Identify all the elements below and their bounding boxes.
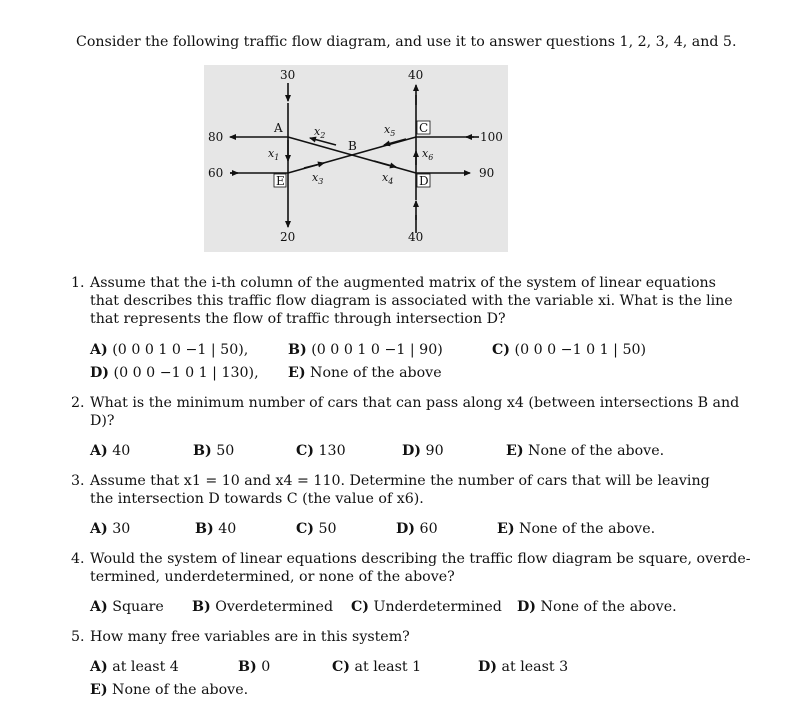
q1-option-a[interactable]: A) (0 0 0 1 0 −1 | 50), [90, 342, 249, 358]
q3-option-e[interactable]: E) None of the above. [497, 521, 656, 537]
node-a: A [274, 121, 283, 135]
label-left-in: 60 [208, 166, 224, 180]
q1-line-1: Assume that the i-th column of the augmented matrix of the system of linear equations [90, 275, 716, 291]
label-left-out: 80 [208, 130, 224, 144]
var-x3: $x_3$ [312, 171, 324, 186]
q3-line-2: the intersection D towards C (the value of x6). [90, 491, 424, 507]
q2-line-1: What is the minimum number of cars that can pass along x4 (between intersections B and [90, 395, 740, 411]
q3-line-1: Assume that x1 = 10 and x4 = 110. Determine the number of cars that will be leaving [90, 473, 710, 489]
q1-option-e[interactable]: E) None of the above [288, 365, 442, 381]
traffic-flow-diagram [204, 65, 508, 252]
q1-line-3: that represents the flow of traffic through intersection D? [90, 311, 506, 327]
var-x1: $x_1$ [268, 147, 280, 162]
label-bottom-left-out: 20 [280, 230, 296, 244]
q2-option-d[interactable]: D) 90 [402, 443, 444, 459]
q5-number: 5. [71, 629, 85, 645]
label-bottom-right-in: 40 [408, 230, 424, 244]
q2-option-e[interactable]: E) None of the above. [506, 443, 665, 459]
var-x6: $x_6$ [422, 147, 434, 162]
label-top-right-out: 40 [408, 68, 424, 82]
traffic-flow-svg [204, 65, 508, 252]
q1-line-2: that describes this traffic flow diagram is associated with the variable xi. What is the line [90, 293, 733, 309]
q2-option-c[interactable]: C) 130 [296, 443, 346, 459]
var-x5: $x_5$ [384, 123, 396, 138]
q4-option-b[interactable]: B) Overdetermined [192, 599, 334, 615]
q1-number: 1. [71, 275, 85, 291]
q3-option-d[interactable]: D) 60 [396, 521, 438, 537]
q2-number: 2. [71, 395, 85, 411]
q3-option-c[interactable]: C) 50 [296, 521, 337, 537]
q3-option-b[interactable]: B) 40 [195, 521, 237, 537]
q2-option-a[interactable]: A) 40 [90, 443, 131, 459]
label-top-left-in: 30 [280, 68, 296, 82]
flow-x4-arrow [374, 161, 396, 167]
q2-line-2: D)? [90, 413, 115, 429]
var-x4: $x_4$ [382, 171, 394, 186]
q4-option-a[interactable]: A) Square [90, 599, 164, 615]
q4-number: 4. [71, 551, 85, 567]
q5-option-e[interactable]: E) None of the above. [90, 682, 249, 698]
label-right-out: 90 [479, 166, 495, 180]
q5-option-c[interactable]: C) at least 1 [332, 659, 422, 675]
q5-option-a[interactable]: A) at least 4 [90, 659, 179, 675]
label-right-in: 100 [480, 130, 503, 144]
var-x2: $x_2$ [314, 125, 326, 140]
q5-line-1: How many free variables are in this system? [90, 629, 410, 645]
intro-text: Consider the following traffic flow diagram, and use it to answer questions 1, 2, 3, 4, and 5. [76, 34, 737, 50]
q4-line-2: termined, underdetermined, or none of the above? [90, 569, 455, 585]
q4-line-1: Would the system of linear equations describing the traffic flow diagram be square, overde- [90, 551, 751, 567]
q5-option-d[interactable]: D) at least 3 [478, 659, 569, 675]
q4-option-d[interactable]: D) None of the above. [517, 599, 677, 615]
node-d: D [419, 174, 429, 188]
q3-option-a[interactable]: A) 30 [90, 521, 131, 537]
node-b: B [348, 139, 357, 153]
node-e: E [276, 174, 285, 188]
q1-option-b[interactable]: B) (0 0 0 1 0 −1 | 90) [288, 342, 443, 358]
q2-option-b[interactable]: B) 50 [193, 443, 235, 459]
flow-x3-arrow [304, 163, 324, 168]
q5-option-b[interactable]: B) 0 [238, 659, 271, 675]
q1-option-d[interactable]: D) (0 0 0 −1 0 1 | 130), [90, 365, 259, 381]
flow-x5-arrow [384, 139, 406, 145]
q3-number: 3. [71, 473, 85, 489]
q4-option-c[interactable]: C) Underdetermined [351, 599, 502, 615]
q1-option-c[interactable]: C) (0 0 0 −1 0 1 | 50) [492, 342, 647, 358]
node-c: C [419, 121, 429, 135]
